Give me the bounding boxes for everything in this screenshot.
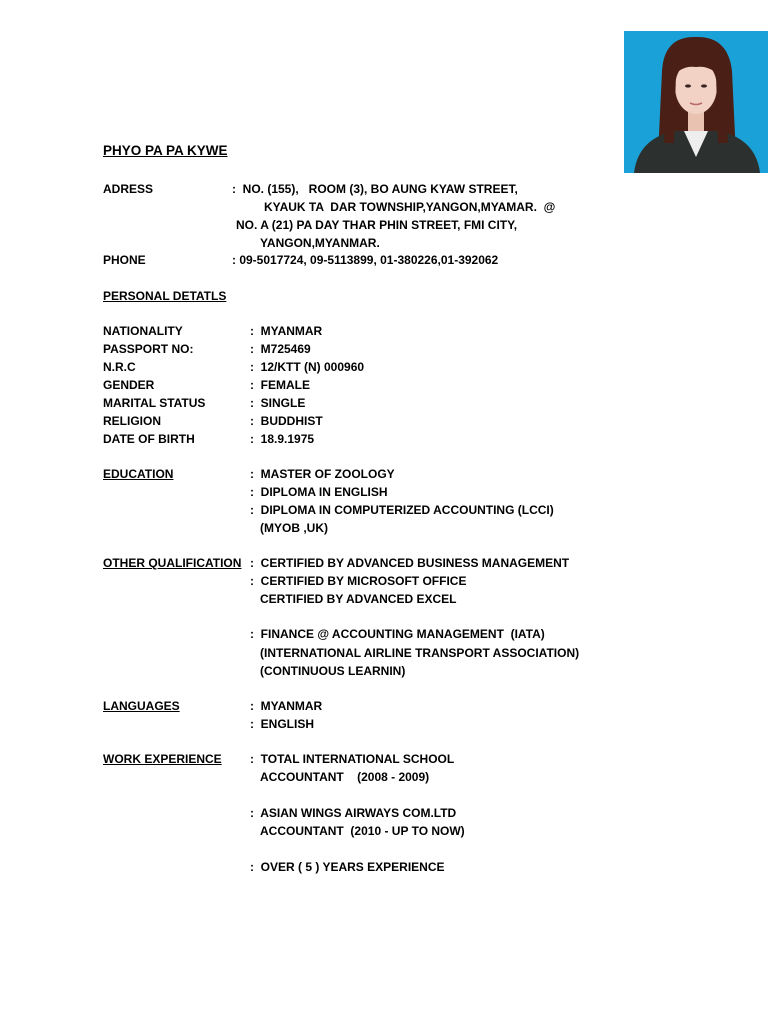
work-experience-heading: WORK EXPERIENCE: [103, 752, 222, 766]
portrait-image: [624, 31, 768, 173]
nationality-label: NATIONALITY: [103, 324, 183, 338]
languages-heading: LANGUAGES: [103, 699, 180, 713]
qualification-line-6: (CONTINUOUS LEARNIN): [260, 664, 406, 678]
profile-photo: [624, 31, 768, 173]
work-line-4: ACCOUNTANT (2010 - UP TO NOW): [260, 824, 465, 838]
work-line-5: : OVER ( 5 ) YEARS EXPERIENCE: [250, 860, 445, 874]
qualification-line-4: : FINANCE @ ACCOUNTING MANAGEMENT (IATA): [250, 627, 545, 641]
language-1: : MYANMAR: [250, 699, 323, 713]
dob-label: DATE OF BIRTH: [103, 432, 195, 446]
passport-label: PASSPORT NO:: [103, 342, 194, 356]
education-line-3: : DIPLOMA IN COMPUTERIZED ACCOUNTING (LCCI): [250, 503, 554, 517]
gender-value: : FEMALE: [250, 378, 310, 392]
nrc-label: N.R.C: [103, 360, 136, 374]
qualification-line-3: CERTIFIED BY ADVANCED EXCEL: [260, 592, 457, 606]
gender-label: GENDER: [103, 378, 155, 392]
passport-value: : M725469: [250, 342, 311, 356]
dob-value: : 18.9.1975: [250, 432, 315, 446]
marital-status-label: MARITAL STATUS: [103, 396, 206, 410]
nrc-value: : 12/KTT (N) 000960: [250, 360, 365, 374]
address-line-1: : NO. (155), ROOM (3), BO AUNG KYAW STREET,: [232, 182, 518, 196]
marital-status-value: : SINGLE: [250, 396, 306, 410]
language-2: : ENGLISH: [250, 717, 315, 731]
education-heading: EDUCATION: [103, 467, 174, 481]
education-line-2: : DIPLOMA IN ENGLISH: [250, 485, 388, 499]
personal-details-heading: PERSONAL DETATLS: [103, 289, 227, 303]
address-line-2: KYAUK TA DAR TOWNSHIP,YANGON,MYAMAR. @: [264, 200, 556, 214]
qualification-heading: OTHER QUALIFICATION: [103, 556, 242, 570]
work-line-1: : TOTAL INTERNATIONAL SCHOOL: [250, 752, 455, 766]
qualification-line-5: (INTERNATIONAL AIRLINE TRANSPORT ASSOCIATION): [260, 646, 580, 660]
education-line-4: (MYOB ,UK): [260, 521, 328, 535]
candidate-name: PHYO PA PA KYWE: [103, 143, 228, 158]
qualification-line-1: : CERTIFIED BY ADVANCED BUSINESS MANAGEMENT: [250, 556, 570, 570]
work-line-3: : ASIAN WINGS AIRWAYS COM.LTD: [250, 806, 457, 820]
phone-label: PHONE: [103, 253, 146, 267]
nationality-value: : MYANMAR: [250, 324, 323, 338]
address-line-4: YANGON,MYANMAR.: [260, 236, 380, 250]
qualification-line-2: : CERTIFIED BY MICROSOFT OFFICE: [250, 574, 467, 588]
religion-label: RELIGION: [103, 414, 162, 428]
work-line-2: ACCOUNTANT (2008 - 2009): [260, 770, 430, 784]
address-line-3: NO. A (21) PA DAY THAR PHIN STREET, FMI CITY,: [236, 218, 518, 232]
education-line-1: : MASTER OF ZOOLOGY: [250, 467, 395, 481]
address-label: ADRESS: [103, 182, 154, 196]
phone-value: : 09-5017724, 09-5113899, 01-380226,01-392062: [232, 253, 499, 267]
religion-value: : BUDDHIST: [250, 414, 323, 428]
